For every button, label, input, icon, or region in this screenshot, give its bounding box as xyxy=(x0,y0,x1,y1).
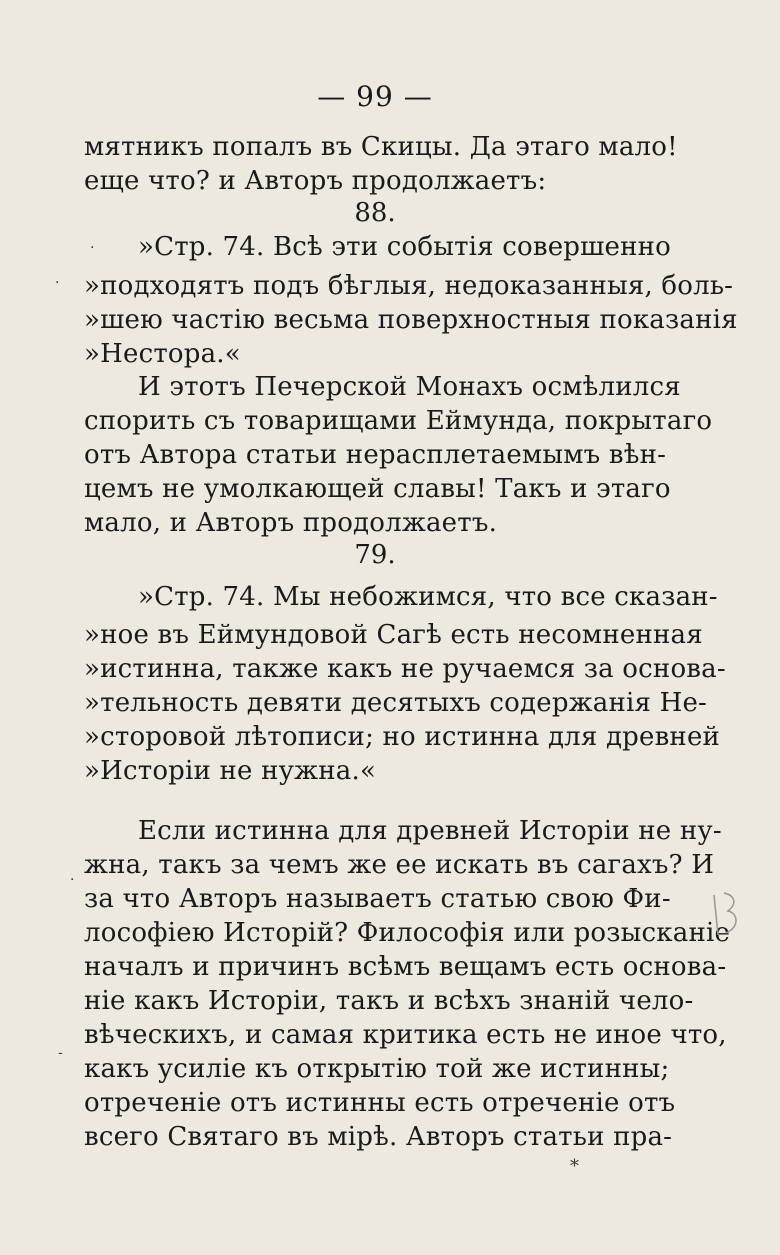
text-line-16: »истинна, также какъ не ручаемся за основа- xyxy=(84,654,726,684)
margin-speck: · xyxy=(90,240,95,256)
text-line-18: »сторовой лѣтописи; но истинна для древней xyxy=(84,722,721,752)
text-line-17: »тельность девяти десятыхъ содержанія Не- xyxy=(84,688,708,718)
margin-speck: · xyxy=(55,275,60,291)
margin-speck: · xyxy=(70,872,75,888)
text-line-4: »Стр. 74. Всѣ эти событія совершенно xyxy=(138,232,672,262)
text-line-22: за что Авторъ называетъ статью свою Фи- xyxy=(84,884,671,914)
text-line-14: »Стр. 74. Мы небожимся, что все сказан- xyxy=(138,582,718,612)
text-line-6: »шею частію весьма поверхностныя показанія xyxy=(84,305,738,335)
text-line-8: И этотъ Печерской Монахъ осмѣлился xyxy=(138,372,681,402)
text-line-1: мятникъ попалъ въ Скицы. Да этаго мало! xyxy=(84,132,678,162)
text-line-12: мало, и Авторъ продолжаетъ. xyxy=(84,508,498,538)
text-line-21: жна, такъ за чемъ же ее искать въ сагахъ? И xyxy=(84,850,715,880)
text-line-9: спорить съ товарищами Еймунда, покрытаго xyxy=(84,406,713,436)
text-line-28: отреченіе отъ истинны есть отреченіе отъ xyxy=(84,1088,676,1118)
text-line-23: лософіею Исторій? Философія или розысканіе xyxy=(84,918,731,948)
text-line-10: отъ Автора статьи нерасплетаемымъ вѣн- xyxy=(84,440,667,470)
section-number-79: 79. xyxy=(354,540,396,570)
text-line-2: еще что? и Авторъ продолжаетъ: xyxy=(84,166,547,196)
footer-mark: * xyxy=(570,1156,579,1177)
text-line-15: »ное въ Еймундовой Сагѣ есть несомненная xyxy=(84,620,703,650)
text-line-24: началъ и причинъ всѣмъ вещамъ есть основа- xyxy=(84,952,727,982)
section-number-88: 88. xyxy=(354,198,396,228)
text-line-19: »Исторіи не нужна.« xyxy=(84,756,377,786)
margin-speck: - xyxy=(58,1045,63,1061)
page-number: — 99 — xyxy=(317,80,433,113)
text-line-7: »Нестора.« xyxy=(84,339,241,369)
text-line-27: какъ усиліе къ открытію той же истинны; xyxy=(84,1054,670,1084)
text-line-11: цемъ не умолкающей славы! Такъ и этаго xyxy=(84,474,671,504)
text-line-29: всего Святаго въ мірѣ. Авторъ статьи пра- xyxy=(84,1122,673,1152)
text-line-26: вѣческихъ, и самая критика есть не иное что, xyxy=(84,1020,727,1050)
pencil-margin-note xyxy=(708,885,746,945)
text-line-5: »подходятъ подъ бѣглыя, недоказанныя, боль- xyxy=(84,271,734,301)
text-line-25: ніе какъ Исторіи, такъ и всѣхъ знаній чело- xyxy=(84,986,694,1016)
text-line-20: Если истинна для древней Исторіи не ну- xyxy=(138,816,722,846)
